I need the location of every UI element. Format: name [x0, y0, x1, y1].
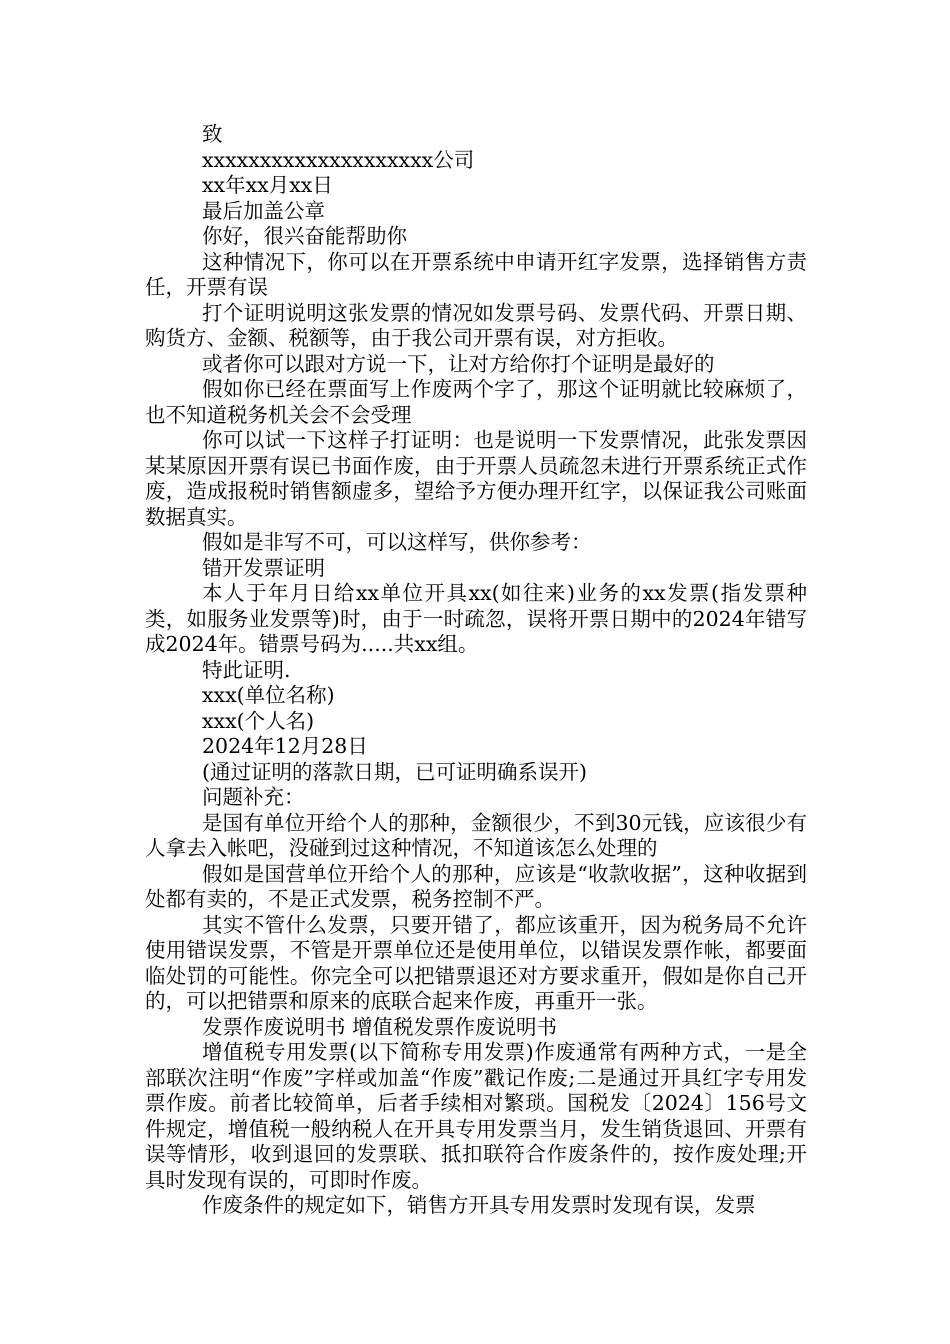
paragraph: 假如是国营单位开给个人的那种，应该是“收款收据”，这种收据到处都有卖的，不是正式发票，税务控制不严。 [145, 861, 807, 911]
certificate-body: 本人于年月日给xx单位开具xx(如往来)业务的xx发票(指发票种类，如服务业发票等)时，由于一时疏忽，误将开票日期中的2024年错写成2024年。错票号码为.....共xx组。 [145, 581, 807, 656]
certificate-title: 错开发票证明 [202, 555, 325, 580]
paragraph: 假如你已经在票面写上作废两个字了，那这个证明就比较麻烦了，也不知道税务机关会不会受理 [145, 377, 807, 427]
question-supplement-heading: 问题补充： [202, 785, 305, 809]
paragraph: 或者你可以跟对方说一下，让对方给你打个证明是最好的 [202, 351, 715, 376]
paragraph: 作废条件的规定如下，销售方开具专用发票时发现有误，发票 [202, 1193, 756, 1217]
paragraph: 是国有单位开给个人的那种，金额很少，不到30元钱，应该很少有人拿去入帐吧，没碰到过这种情况，不知道该怎么处理的 [145, 810, 807, 860]
company-name: xxxxxxxxxxxxxxxxxxxx公司 [202, 147, 475, 172]
paragraph: 你可以试一下这样子打证明：也是说明一下发票情况，此张发票因某某原因开票有误已书面作废，由于开票人员疏忽未进行开票系统正式作废，造成报税时销售额虚多，望给予方便办理开红字，以保证我公司账面数据真实。 [145, 428, 807, 529]
paragraph: 其实不管什么发票，只要开错了，都应该重开，因为税务局不允许使用错误发票，不管是开票单位还是使用单位，以错误发票作帐，都要面临处罚的可能性。你完全可以把错票退还对方要求重开，假如是你自己开的，可以把错票和原来的底联合起来作废，再重开一张。 [145, 912, 807, 1013]
paragraph: 打个证明说明这张发票的情况如发票号码、发票代码、开票日期、购货方、金额、税额等，由于我公司开票有误，对方拒收。 [145, 300, 807, 350]
section-heading: 发票作废说明书 增值税发票作废说明书 [202, 1014, 558, 1039]
seal-note: 最后加盖公章 [202, 198, 325, 223]
paragraph: 增值税专用发票(以下简称专用发票)作废通常有两种方式，一是全部联次注明“作废”字样或加盖“作废”戳记作废;二是通过开具红字专用发票作废。前者比较简单，后者手续相对繁琐。国税发〔2024〕156号文件规定，增值税一般纳税人在开具专用发票当月，发生销货退回、开票有误等情形，收到退回的发票联、抵扣联符合作废条件的，按作废处理;开具时发现有误的，可即时作废。 [145, 1040, 807, 1192]
letter-date: xx年xx月xx日 [202, 173, 333, 197]
signer-unit: xxx(单位名称) [202, 683, 335, 707]
date-note: (通过证明的落款日期，已可证明确系误开) [202, 759, 587, 784]
signer-person: xxx(个人名) [202, 708, 315, 733]
document-body [145, 122, 807, 1219]
certificate-date: 2024年12月28日 [202, 734, 368, 758]
salutation: 致 [202, 122, 223, 146]
paragraph: 假如是非写不可，可以这样写，供你参考： [202, 530, 592, 554]
paragraph: 这种情况下，你可以在开票系统中申请开红字发票，选择销售方责任，开票有误 [145, 249, 807, 299]
certificate-closing: 特此证明. [202, 657, 291, 682]
greeting: 你好，很兴奋能帮助你 [202, 224, 407, 248]
